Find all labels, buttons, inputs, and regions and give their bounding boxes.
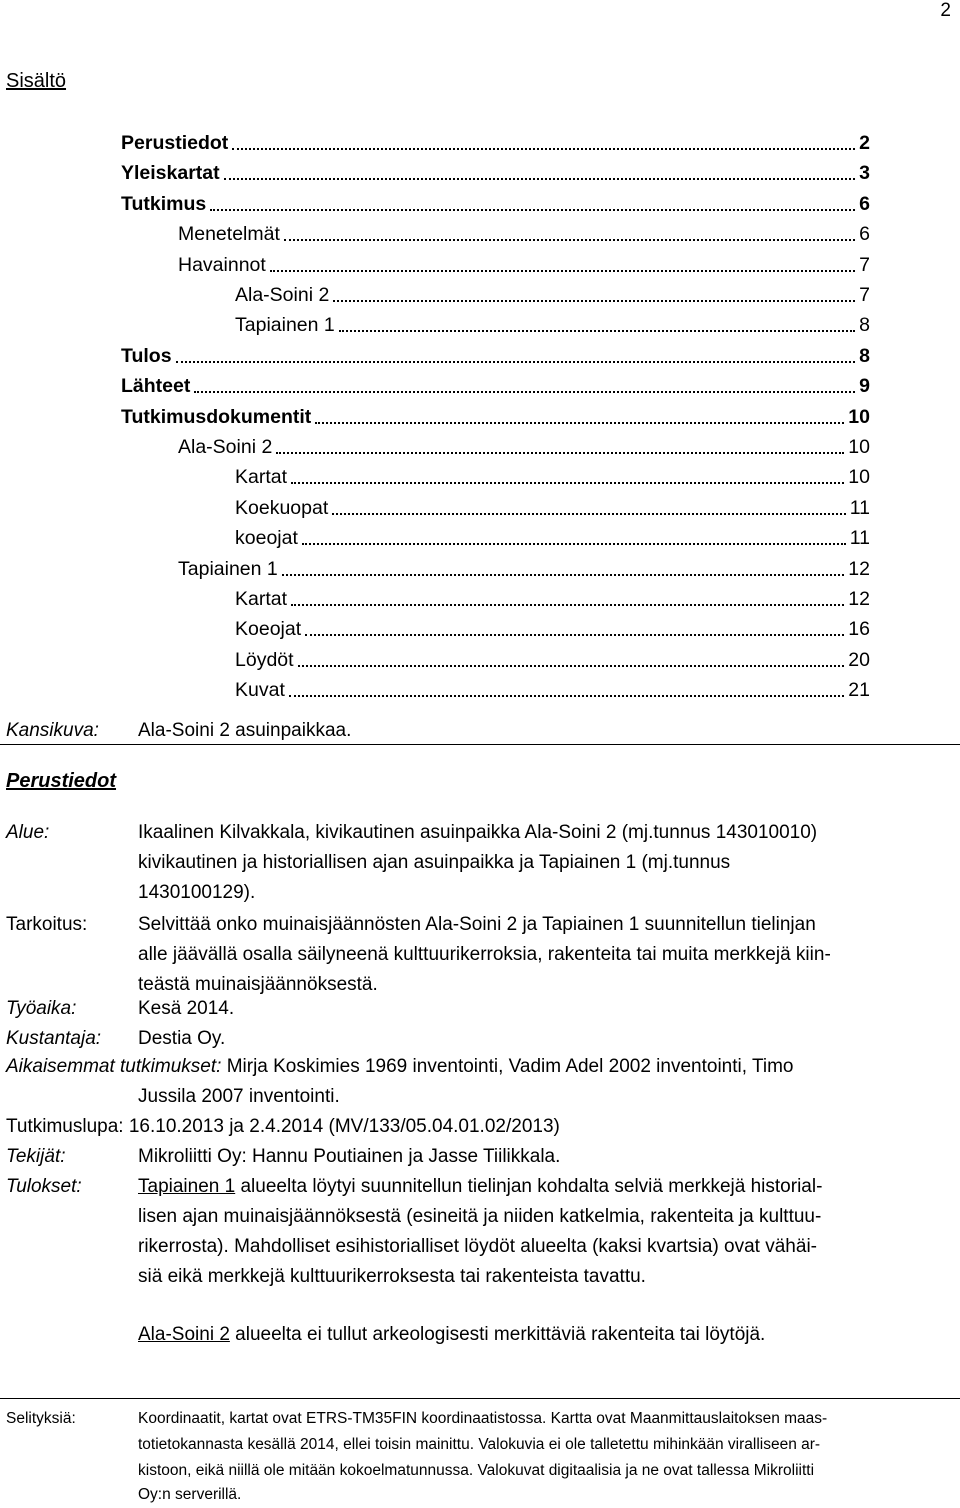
basic-info-title: Perustiedot (6, 770, 117, 792)
toc-item[interactable] (121, 341, 870, 371)
toc-item-label: Kartat (235, 466, 288, 489)
toc-item-page: 7 (859, 253, 870, 276)
tulokset-line-5-rest: alueelta ei tullut arkeologisesti merkittäviä rakenteita tai löytöjä. (229, 1324, 766, 1345)
tulokset-line-1 (138, 1172, 822, 1202)
tulokset-line-5 (138, 1320, 765, 1350)
toc-item[interactable] (235, 614, 870, 644)
toc-item-page: 12 (848, 557, 870, 580)
toc-item-page: 11 (849, 496, 870, 519)
toc-item-page: 6 (859, 192, 870, 215)
toc-item-label: koeojat (235, 527, 298, 550)
toc-item-page: 21 (848, 679, 870, 702)
toc-item-label: Ala-Soini 2 (178, 436, 273, 458)
toc-item-label: Tapiainen 1 (178, 557, 278, 580)
toc-item-page: 7 (859, 284, 870, 306)
toc-leader-dots (194, 391, 855, 393)
toc-leader-dots (333, 300, 855, 302)
notes-line-4: Oy:n serverillä. (138, 1486, 242, 1503)
cover-label (6, 716, 99, 746)
toc-item[interactable] (121, 402, 870, 432)
alue-line-2: kivikautinen ja historiallisen ajan asuinpaikka ja Tapiainen 1 (mj.tunnus (138, 852, 731, 873)
cover-label-text: Kansikuva: (6, 720, 99, 741)
toc-item[interactable] (121, 158, 870, 188)
previous-research-label: Aikaisemmat tutkimukset: (6, 1056, 222, 1077)
toc-item[interactable] (121, 128, 870, 158)
toc-item[interactable] (121, 371, 870, 401)
toc-item-page: 2 (859, 132, 870, 154)
tekijat-value: Mikroliitti Oy: Hannu Poutiainen ja Jasse Tiilikkala. (138, 1146, 561, 1167)
toc-item-label: Tapiainen 1 (235, 314, 335, 337)
toc-item-label: Yleiskartat (121, 162, 220, 185)
toc-item[interactable] (235, 584, 870, 614)
tarkoitus-line-3: teästä muinaisjäännöksestä. (138, 974, 378, 995)
toc-item[interactable] (235, 462, 870, 492)
previous-research-line-2: Jussila 2007 inventointi. (138, 1086, 340, 1107)
kustantaja-value: Destia Oy. (138, 1028, 226, 1049)
toc-leader-dots (270, 270, 855, 272)
toc-item-label: Kuvat (235, 679, 285, 702)
toc-item-page: 12 (848, 588, 870, 610)
toc-leader-dots (276, 452, 844, 454)
ala-soini-link: Ala-Soini 2 (138, 1324, 230, 1345)
toc-leader-dots (315, 422, 844, 424)
previous-research-value: Mirja Koskimies 1969 inventointi, Vadim Adel 2002 inventointi, Timo (226, 1056, 794, 1077)
toc-item[interactable] (235, 523, 870, 553)
toc-item-label: Tutkimus (121, 192, 207, 215)
toc-leader-dots (289, 695, 844, 697)
toc-item-label: Koeojat (235, 618, 302, 641)
toc-item[interactable] (235, 280, 870, 310)
toc-leader-dots (284, 239, 855, 241)
toc-item[interactable] (235, 645, 870, 675)
toc-item[interactable] (235, 675, 870, 705)
tulokset-line-4: siä eikä merkkejä kulttuurikerroksesta tai rakenteista tavattu. (138, 1266, 646, 1287)
toc-item[interactable] (178, 219, 870, 249)
toc-item-label: Kartat (235, 588, 288, 610)
tulokset-label: Tulokset: (6, 1176, 82, 1197)
alue-line-3: 1430100129). (138, 882, 256, 903)
alue-label: Alue: (6, 822, 50, 843)
toc-item-label: Perustiedot (121, 132, 229, 154)
notes-divider (0, 1398, 960, 1399)
tulokset-line-1-rest: alueelta löytyi suunnitellun tielinjan kohdalta selviä merkkejä historial- (235, 1176, 823, 1197)
tapiainen-link: Tapiainen 1 (138, 1176, 236, 1197)
toc-item-page: 11 (849, 527, 870, 550)
toc-item-page: 20 (848, 648, 870, 671)
toc-item[interactable] (178, 554, 870, 584)
alue-line-1: Ikaalinen Kilvakkala, kivikautinen asuinpaikka Ala-Soini 2 (mj.tunnus 143010010) (138, 822, 818, 843)
previous-research-line-1 (6, 1052, 793, 1082)
cover-value: Ala-Soini 2 asuinpaikkaa. (138, 720, 352, 741)
toc-item-label: Löydöt (235, 648, 294, 671)
tyoaika-label: Työaika: (6, 998, 77, 1019)
toc-item-label: Koekuopat (235, 496, 329, 519)
toc-leader-dots (291, 482, 844, 484)
notes-line-3: kistoon, eikä niillä ole mitään kokoelmatunnussa. Valokuvat digitaalisia ja ne ovat tallessa Mikroliitti (138, 1462, 815, 1479)
toc-leader-dots (302, 543, 846, 545)
toc-item-page: 6 (859, 223, 870, 246)
toc-item-label: Tutkimusdokumentit (121, 405, 312, 428)
toc-item-page: 10 (848, 466, 870, 489)
toc-leader-dots (291, 604, 844, 606)
tarkoitus-line-2: alle jäävällä osalla säilyneenä kulttuurikerroksia, rakenteita tai muita merkkejä kiin- (138, 944, 831, 965)
toc-leader-dots (210, 209, 855, 211)
toc-item-page: 9 (859, 375, 870, 398)
toc-item[interactable] (235, 493, 870, 523)
toc-item-page: 16 (848, 618, 870, 641)
tulokset-line-2: lisen ajan muinaisjäännöksestä (esineitä ja niiden katkelmia, rakenteita ja kulttuu- (138, 1206, 822, 1227)
kustantaja-label: Kustantaja: (6, 1028, 102, 1049)
notes-line-2: totietokannasta kesällä 2014, ellei toisin mainittu. Valokuvia ei ole talletettu mihinkään viralliseen ar- (138, 1436, 821, 1453)
toc-leader-dots (305, 634, 844, 636)
toc-item-page: 8 (859, 314, 870, 337)
toc-leader-dots (298, 665, 845, 667)
toc-leader-dots (232, 148, 855, 150)
page-number: 2 (940, 0, 951, 21)
toc-item-label: Lähteet (121, 375, 191, 398)
toc-item[interactable] (178, 250, 870, 280)
tulokset-line-3: rikerrosta). Mahdolliset esihistorialliset löydöt alueelta (kaksi kvartsia) ovat vähäi- (138, 1236, 817, 1257)
toc-item-page: 10 (848, 405, 870, 428)
toc-leader-dots (339, 330, 855, 332)
tarkoitus-line-1: Selvittää onko muinaisjäännösten Ala-Soini 2 ja Tapiainen 1 suunnitellun tielinjan (138, 914, 816, 935)
notes-label: Selityksiä: (6, 1410, 76, 1427)
research-permit: Tutkimuslupa: 16.10.2013 ja 2.4.2014 (MV/133/05.04.01.02/2013) (6, 1116, 560, 1137)
toc-leader-dots (224, 178, 855, 180)
toc-leader-dots (332, 513, 846, 515)
toc-item-page: 10 (848, 436, 870, 458)
tarkoitus-label: Tarkoitus: (6, 914, 88, 935)
toc-item-label: Havainnot (178, 253, 266, 276)
tekijat-label: Tekijät: (6, 1146, 66, 1167)
toc-leader-dots (282, 574, 845, 576)
tyoaika-value: Kesä 2014. (138, 998, 235, 1019)
notes-line-1: Koordinaatit, kartat ovat ETRS-TM35FIN koordinaatistossa. Kartta ovat Maanmittauslaitoksen maas- (138, 1410, 828, 1427)
toc-leader-dots (176, 361, 856, 363)
toc-item-label: Menetelmät (178, 223, 280, 246)
toc-item-label: Ala-Soini 2 (235, 284, 330, 306)
contents-title: Sisältö (6, 70, 67, 92)
toc-item[interactable] (178, 432, 870, 462)
toc-item-page: 3 (859, 162, 870, 185)
toc-item-page: 8 (859, 344, 870, 367)
toc-item-label: Tulos (121, 344, 172, 367)
toc-item[interactable] (235, 310, 870, 340)
divider (0, 744, 960, 745)
toc-item[interactable] (121, 189, 870, 219)
